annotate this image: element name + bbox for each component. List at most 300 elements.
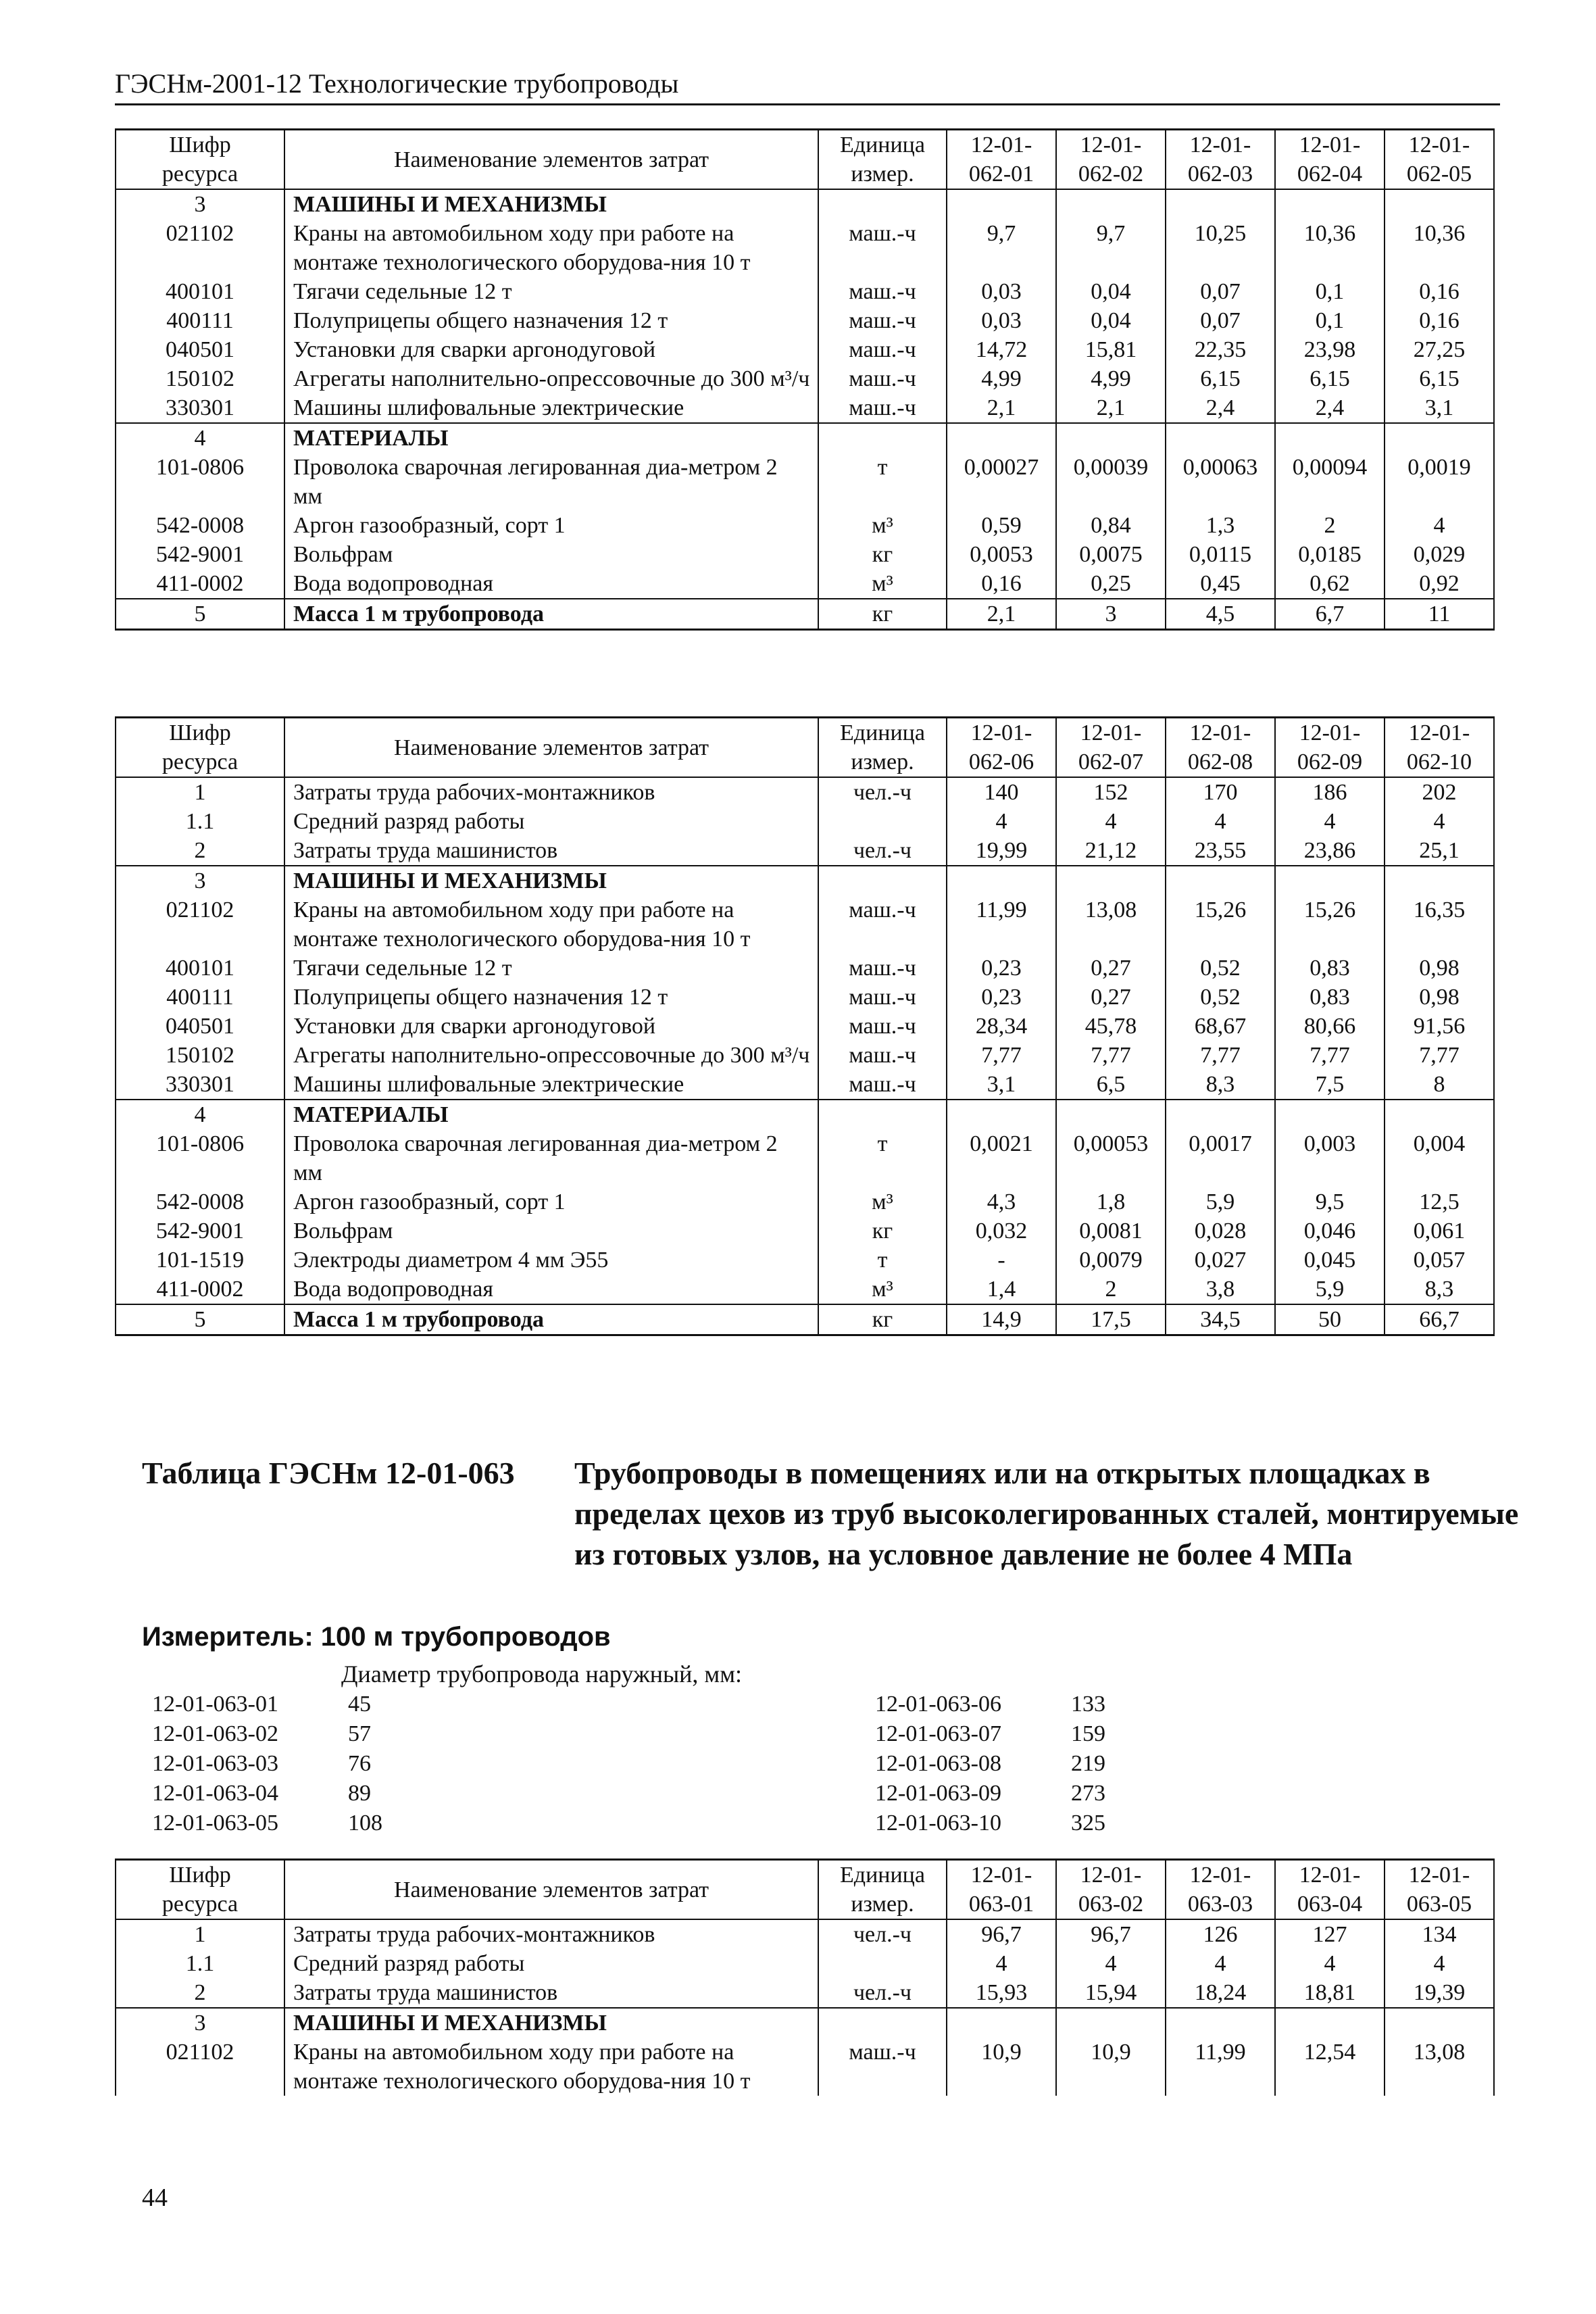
value-cell (1275, 1100, 1385, 1129)
value-cell: 1,3 (1166, 511, 1275, 540)
resource-code: 542-0008 (116, 1187, 284, 1216)
header-resource-code-line: ресурса (161, 162, 239, 187)
table-row (116, 1978, 1494, 2008)
section-row (116, 423, 1494, 453)
table-row (116, 2038, 1494, 2096)
value-cell: 22,35 (1166, 335, 1275, 364)
header-norm-code (1385, 718, 1494, 778)
element-name: Машины шлифовальные электрические (284, 393, 818, 423)
value-cell: 134 (1385, 1919, 1494, 1949)
value-cell: 15,26 (1166, 895, 1275, 954)
value-cell: 4 (1275, 1949, 1385, 1978)
element-name: МАШИНЫ И МЕХАНИЗМЫ (284, 866, 818, 895)
unit-cell: маш.-ч (818, 306, 947, 335)
diameter-value: 89 (348, 1781, 371, 1806)
value-cell (1056, 423, 1166, 453)
header-norm-code-line: 12-01- (1189, 720, 1251, 745)
resource-code: 1 (116, 1919, 284, 1949)
header-norm-code (1385, 130, 1494, 190)
header-element-name: Наименование элементов затрат (284, 718, 818, 778)
header-unit (818, 1860, 947, 1920)
element-name: МАТЕРИАЛЫ (284, 1100, 818, 1129)
value-cell (1166, 423, 1275, 453)
diameter-value: 108 (348, 1811, 382, 1836)
header-norm-code-line: 062-01 (968, 162, 1034, 187)
header-norm-code-line: 062-07 (1078, 749, 1144, 774)
header-resource-code-line: Шифр (169, 720, 231, 745)
unit-cell: м³ (818, 511, 947, 540)
value-cell: 0,23 (947, 983, 1056, 1012)
value-cell: 4 (1056, 1949, 1166, 1978)
table-row (116, 219, 1494, 277)
value-cell: 4 (1385, 807, 1494, 836)
unit-cell (818, 423, 947, 453)
header-norm-code (1166, 1860, 1275, 1920)
value-cell: 4 (1385, 511, 1494, 540)
element-name: Вода водопроводная (284, 569, 818, 599)
value-cell: 8,3 (1385, 1275, 1494, 1304)
value-cell: 0,62 (1275, 569, 1385, 599)
value-cell: 2 (1056, 1275, 1166, 1304)
value-cell: 96,7 (1056, 1919, 1166, 1949)
value-cell (947, 2008, 1056, 2038)
unit-cell (818, 189, 947, 219)
value-cell: 28,34 (947, 1012, 1056, 1041)
header-norm-code-line: 12-01- (1408, 1863, 1470, 1888)
resource-code: 1 (116, 777, 284, 807)
unit-cell: м³ (818, 569, 947, 599)
header-norm-code (1166, 130, 1275, 190)
table-row (116, 1012, 1494, 1041)
resource-code: 040501 (116, 1012, 284, 1041)
table-row (116, 895, 1494, 954)
value-cell: 17,5 (1056, 1304, 1166, 1335)
value-cell: 0,0081 (1056, 1216, 1166, 1246)
diameter-value: 325 (1071, 1811, 1105, 1836)
resource-code: 150102 (116, 364, 284, 393)
header-unit (818, 130, 947, 190)
value-cell: 8 (1385, 1070, 1494, 1100)
diameter-value: 219 (1071, 1751, 1105, 1776)
value-cell: 0,83 (1275, 983, 1385, 1012)
header-element-name: Наименование элементов затрат (284, 130, 818, 190)
value-cell: 0,032 (947, 1216, 1056, 1246)
value-cell: 0,23 (947, 954, 1056, 983)
value-cell: 11,99 (947, 895, 1056, 954)
value-cell: 2,4 (1166, 393, 1275, 423)
resource-code: 021102 (116, 2038, 284, 2096)
value-cell: 23,55 (1166, 836, 1275, 866)
unit-cell: маш.-ч (818, 895, 947, 954)
page-number: 44 (142, 2184, 168, 2212)
value-cell: 66,7 (1385, 1304, 1494, 1335)
unit-cell: маш.-ч (818, 954, 947, 983)
value-cell: 4,99 (1056, 364, 1166, 393)
header-unit-line: Единица (840, 720, 925, 745)
value-cell: 0,028 (1166, 1216, 1275, 1246)
value-cell: 6,15 (1275, 364, 1385, 393)
value-cell: 0,045 (1275, 1246, 1385, 1275)
table-row (116, 364, 1494, 393)
value-cell: 68,67 (1166, 1012, 1275, 1041)
table-row (116, 1041, 1494, 1070)
resource-code: 400111 (116, 983, 284, 1012)
value-cell: 0,0079 (1056, 1246, 1166, 1275)
value-cell: 152 (1056, 777, 1166, 807)
table-row (116, 1275, 1494, 1304)
element-name: Затраты труда машинистов (284, 836, 818, 866)
header-norm-code-line: 062-04 (1297, 162, 1363, 187)
value-cell (1166, 189, 1275, 219)
header-norm-code (1056, 130, 1166, 190)
resource-code: 542-0008 (116, 511, 284, 540)
value-cell: 10,36 (1385, 219, 1494, 277)
value-cell: 4 (1275, 807, 1385, 836)
value-cell: 27,25 (1385, 335, 1494, 364)
unit-cell: чел.-ч (818, 1919, 947, 1949)
element-name: Вода водопроводная (284, 1275, 818, 1304)
value-cell: 4 (1166, 1949, 1275, 1978)
unit-cell (818, 2008, 947, 2038)
unit-cell: маш.-ч (818, 1041, 947, 1070)
header-resource-code (116, 718, 284, 778)
table-row (116, 807, 1494, 836)
value-cell: 0,00063 (1166, 453, 1275, 511)
value-cell (1275, 189, 1385, 219)
section-row (116, 599, 1494, 630)
value-cell: 14,72 (947, 335, 1056, 364)
table-row (116, 1070, 1494, 1100)
header-resource-code-line: ресурса (161, 749, 239, 774)
value-cell: 16,35 (1385, 895, 1494, 954)
element-name: Агрегаты наполнительно-опрессовочные до 300 м³/ч (284, 1041, 818, 1070)
value-cell: 0,98 (1385, 983, 1494, 1012)
diameter-norm-code: 12-01-063-08 (875, 1751, 1001, 1776)
unit-cell (818, 1949, 947, 1978)
resource-table-062-01-05 (115, 128, 1495, 631)
element-name: Установки для сварки аргонодуговой (284, 335, 818, 364)
value-cell: 10,9 (1056, 2038, 1166, 2096)
value-cell: 0,0075 (1056, 540, 1166, 569)
table-row (116, 983, 1494, 1012)
diameter-row (875, 1808, 1105, 1838)
value-cell: 80,66 (1275, 1012, 1385, 1041)
value-cell: 0,27 (1056, 954, 1166, 983)
resource-code: 150102 (116, 1041, 284, 1070)
element-name: Масса 1 м трубопровода (284, 599, 818, 630)
value-cell (947, 866, 1056, 895)
header-norm-code-line: 062-05 (1406, 162, 1472, 187)
value-cell: 0,1 (1275, 306, 1385, 335)
section-row (116, 2008, 1494, 2038)
diameter-norm-code: 12-01-063-10 (875, 1811, 1001, 1836)
table-row (116, 277, 1494, 306)
element-name: Средний разряд работы (284, 1949, 818, 1978)
header-norm-code (1056, 718, 1166, 778)
value-cell: 10,25 (1166, 219, 1275, 277)
value-cell: 0,04 (1056, 306, 1166, 335)
element-name: Краны на автомобильном ходу при работе на монтаже технологического оборудова-ния 10 т (284, 2038, 818, 2096)
value-cell: 1,4 (947, 1275, 1056, 1304)
value-cell (1056, 1100, 1166, 1129)
value-cell: 11 (1385, 599, 1494, 630)
resource-code: 3 (116, 189, 284, 219)
header-norm-code (1275, 1860, 1385, 1920)
header-norm-code-line: 063-05 (1406, 1892, 1472, 1917)
value-cell (947, 189, 1056, 219)
diameter-row (875, 1779, 1105, 1808)
header-resource-code-line: ресурса (161, 1892, 239, 1917)
header-unit-line: Единица (840, 1863, 925, 1888)
value-cell: 0,0185 (1275, 540, 1385, 569)
header-norm-code-line: 062-06 (968, 749, 1034, 774)
unit-cell: кг (818, 599, 947, 630)
diameter-list-right (875, 1690, 1105, 1838)
element-name: Масса 1 м трубопровода (284, 1304, 818, 1335)
header-norm-code-line: 12-01- (1299, 132, 1361, 157)
diameter-row (152, 1690, 382, 1719)
diameter-norm-code: 12-01-063-04 (152, 1781, 278, 1806)
value-cell: 4 (1385, 1949, 1494, 1978)
table-row (116, 836, 1494, 866)
value-cell: 127 (1275, 1919, 1385, 1949)
header-norm-code-line: 12-01- (1408, 132, 1470, 157)
value-cell (1385, 866, 1494, 895)
unit-cell: маш.-ч (818, 277, 947, 306)
unit-cell: маш.-ч (818, 335, 947, 364)
header-norm-code-line: 062-02 (1078, 162, 1144, 187)
table-row (116, 540, 1494, 569)
header-norm-code-line: 062-03 (1187, 162, 1253, 187)
diameter-value: 133 (1071, 1692, 1105, 1717)
resource-code: 040501 (116, 335, 284, 364)
value-cell: 0,92 (1385, 569, 1494, 599)
value-cell: 3,8 (1166, 1275, 1275, 1304)
header-norm-code (947, 718, 1056, 778)
value-cell: 0,003 (1275, 1129, 1385, 1187)
resource-code: 5 (116, 1304, 284, 1335)
unit-cell (818, 807, 947, 836)
value-cell (1385, 189, 1494, 219)
element-name: МАШИНЫ И МЕХАНИЗМЫ (284, 189, 818, 219)
diameter-list-left (152, 1690, 382, 1838)
diameter-norm-code: 12-01-063-03 (152, 1751, 278, 1776)
value-cell: 0,00027 (947, 453, 1056, 511)
resource-code: 1.1 (116, 1949, 284, 1978)
unit-cell: м³ (818, 1187, 947, 1216)
value-cell (1275, 2008, 1385, 2038)
unit-cell: кг (818, 1304, 947, 1335)
value-cell: 0,0053 (947, 540, 1056, 569)
value-cell: 0,046 (1275, 1216, 1385, 1246)
value-cell: 7,77 (947, 1041, 1056, 1070)
value-cell: 0,00039 (1056, 453, 1166, 511)
value-cell: 2,1 (1056, 393, 1166, 423)
value-cell (1275, 866, 1385, 895)
diameter-caption: Диаметр трубопровода наружный, мм: (341, 1660, 742, 1688)
value-cell: 0,04 (1056, 277, 1166, 306)
value-cell: 14,9 (947, 1304, 1056, 1335)
resource-table-063-01-05 (115, 1858, 1495, 2096)
value-cell: 7,5 (1275, 1070, 1385, 1100)
diameter-norm-code: 12-01-063-05 (152, 1811, 278, 1836)
header-norm-code-line: 12-01- (1299, 1863, 1361, 1888)
resource-code: 400101 (116, 954, 284, 983)
value-cell: 9,7 (947, 219, 1056, 277)
element-name: Полуприцепы общего назначения 12 т (284, 306, 818, 335)
value-cell (1056, 189, 1166, 219)
table-row (116, 1246, 1494, 1275)
value-cell: 0,00053 (1056, 1129, 1166, 1187)
element-name: Проволока сварочная легированная диа-метром 2 мм (284, 1129, 818, 1187)
value-cell: 0,1 (1275, 277, 1385, 306)
table-header-row (116, 130, 1494, 190)
resource-code: 542-9001 (116, 540, 284, 569)
value-cell: 6,15 (1385, 364, 1494, 393)
value-cell: 34,5 (1166, 1304, 1275, 1335)
header-resource-code-line: Шифр (169, 132, 231, 157)
value-cell: 2,1 (947, 393, 1056, 423)
header-norm-code-line: 12-01- (1080, 132, 1142, 157)
table-row (116, 1216, 1494, 1246)
unit-cell: чел.-ч (818, 836, 947, 866)
value-cell (1385, 2008, 1494, 2038)
value-cell: 19,99 (947, 836, 1056, 866)
diameter-value: 57 (348, 1721, 371, 1746)
value-cell: 0,27 (1056, 983, 1166, 1012)
section-row (116, 189, 1494, 219)
element-name: МАШИНЫ И МЕХАНИЗМЫ (284, 2008, 818, 2038)
header-norm-code-line: 063-01 (968, 1892, 1034, 1917)
value-cell: 3,1 (1385, 393, 1494, 423)
header-unit-line: измер. (851, 749, 914, 774)
unit-cell: маш.-ч (818, 1012, 947, 1041)
table-header-row (116, 1860, 1494, 1920)
value-cell: 0,061 (1385, 1216, 1494, 1246)
table-row (116, 453, 1494, 511)
element-name: Аргон газообразный, сорт 1 (284, 511, 818, 540)
value-cell: 4,99 (947, 364, 1056, 393)
diameter-value: 273 (1071, 1781, 1105, 1806)
table-row (116, 511, 1494, 540)
header-norm-code-line: 12-01- (970, 1863, 1032, 1888)
element-name: Проволока сварочная легированная диа-метром 2 мм (284, 453, 818, 511)
table-row (116, 569, 1494, 599)
diameter-norm-code: 12-01-063-06 (875, 1692, 1001, 1717)
value-cell: 202 (1385, 777, 1494, 807)
value-cell: 0,07 (1166, 277, 1275, 306)
resource-code: 330301 (116, 393, 284, 423)
value-cell (947, 423, 1056, 453)
value-cell: 0,00094 (1275, 453, 1385, 511)
header-element-name: Наименование элементов затрат (284, 1860, 818, 1920)
diameter-row (875, 1749, 1105, 1779)
value-cell: 170 (1166, 777, 1275, 807)
value-cell: 0,59 (947, 511, 1056, 540)
unit-cell (818, 866, 947, 895)
value-cell (1166, 866, 1275, 895)
value-cell: 4 (947, 807, 1056, 836)
table-row (116, 1129, 1494, 1187)
diameter-row (875, 1719, 1105, 1749)
element-name: Затраты труда рабочих-монтажников (284, 777, 818, 807)
header-norm-code-line: 062-08 (1187, 749, 1253, 774)
diameter-row (875, 1690, 1105, 1719)
value-cell: 0,057 (1385, 1246, 1494, 1275)
table-row (116, 1187, 1494, 1216)
resource-code: 542-9001 (116, 1216, 284, 1246)
unit-cell: маш.-ч (818, 364, 947, 393)
element-name: Краны на автомобильном ходу при работе на монтаже технологического оборудова-ния 10 т (284, 895, 818, 954)
value-cell: 0,0115 (1166, 540, 1275, 569)
value-cell (1385, 423, 1494, 453)
element-name: Аргон газообразный, сорт 1 (284, 1187, 818, 1216)
value-cell (1385, 1100, 1494, 1129)
value-cell: 9,7 (1056, 219, 1166, 277)
resource-code: 4 (116, 423, 284, 453)
value-cell: 4 (947, 1949, 1056, 1978)
resource-code: 021102 (116, 219, 284, 277)
resource-code: 3 (116, 2008, 284, 2038)
value-cell: 15,94 (1056, 1978, 1166, 2008)
header-resource-code (116, 130, 284, 190)
resource-code: 101-1519 (116, 1246, 284, 1275)
value-cell: 0,029 (1385, 540, 1494, 569)
value-cell: 0,52 (1166, 983, 1275, 1012)
value-cell: 0,0021 (947, 1129, 1056, 1187)
value-cell: 0,98 (1385, 954, 1494, 983)
value-cell: 4,5 (1166, 599, 1275, 630)
resource-code: 101-0806 (116, 1129, 284, 1187)
element-name: Электроды диаметром 4 мм Э55 (284, 1246, 818, 1275)
header-unit-line: измер. (851, 162, 914, 187)
value-cell: 7,77 (1166, 1041, 1275, 1070)
value-cell: 0,84 (1056, 511, 1166, 540)
resource-code: 411-0002 (116, 569, 284, 599)
value-cell: 140 (947, 777, 1056, 807)
header-norm-code (947, 1860, 1056, 1920)
element-name: Краны на автомобильном ходу при работе на монтаже технологического оборудова-ния 10 т (284, 219, 818, 277)
table-header-row (116, 718, 1494, 778)
value-cell: 23,86 (1275, 836, 1385, 866)
resource-code: 3 (116, 866, 284, 895)
resource-code: 330301 (116, 1070, 284, 1100)
value-cell: 12,54 (1275, 2038, 1385, 2096)
element-name: Полуприцепы общего назначения 12 т (284, 983, 818, 1012)
header-unit-line: измер. (851, 1892, 914, 1917)
value-cell: 0,07 (1166, 306, 1275, 335)
diameter-row (152, 1808, 382, 1838)
header-norm-code-line: 063-04 (1297, 1892, 1363, 1917)
table-row (116, 1919, 1494, 1949)
value-cell: 15,81 (1056, 335, 1166, 364)
resource-code: 2 (116, 836, 284, 866)
header-norm-code-line: 12-01- (1080, 1863, 1142, 1888)
header-norm-code-line: 12-01- (970, 720, 1032, 745)
table-row (116, 335, 1494, 364)
value-cell: 13,08 (1056, 895, 1166, 954)
value-cell: 7,77 (1385, 1041, 1494, 1070)
resource-table-062-06-10 (115, 716, 1495, 1336)
value-cell: 9,5 (1275, 1187, 1385, 1216)
value-cell: 0,45 (1166, 569, 1275, 599)
value-cell: 0,0019 (1385, 453, 1494, 511)
value-cell: 10,36 (1275, 219, 1385, 277)
value-cell: 0,16 (1385, 277, 1494, 306)
header-resource-code-line: Шифр (169, 1863, 231, 1888)
value-cell (1275, 423, 1385, 453)
element-name: Тягачи седельные 12 т (284, 277, 818, 306)
